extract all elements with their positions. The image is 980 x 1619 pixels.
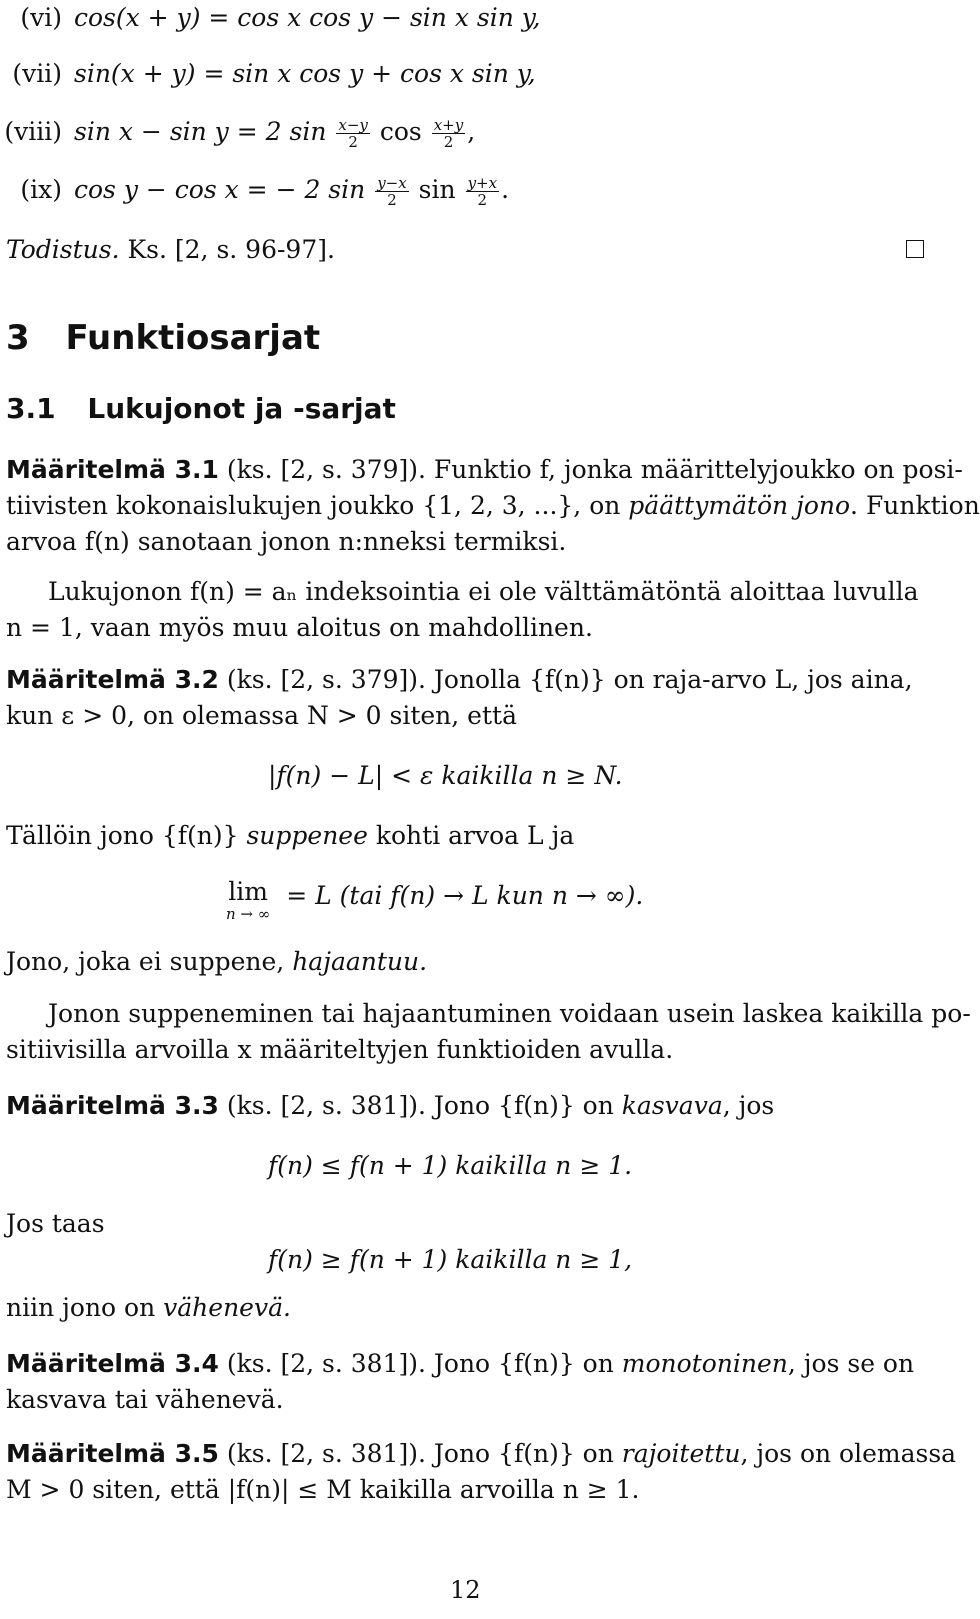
identity-label: (vii) [12,59,62,88]
definition-heading: Määritelmä 3.4 [6,1349,219,1378]
fraction-denominator: 2 [348,133,358,151]
identity-mid: sin [418,175,456,204]
definition-heading: Määritelmä 3.2 [6,665,219,694]
definition-text: (ks. [2, s. 381]). Jono {f(n)} on [226,1091,622,1120]
paragraph-convergence [6,996,971,1068]
convergence-term: suppenee [246,821,368,850]
decreasing-formula: f(n) ≥ f(n + 1) kaikilla n ≥ 1, [268,1245,633,1274]
identity-lhs: sin x − sin y = 2 sin [74,117,327,146]
decreasing-text: niin jono on [6,1293,164,1322]
limit-formula [226,878,643,922]
definition-text: (ks. [2, s. 381]). Jono {f(n)} on [226,1349,622,1378]
proof-line [6,232,335,268]
identity-label: (vi) [20,3,62,32]
increasing-formula: f(n) ≤ f(n + 1) kaikilla n ≥ 1. [268,1151,633,1180]
fraction-numerator: x+y [433,116,464,134]
subsection-heading [6,392,396,426]
definition-text: (ks. [2, s. 379]). Funktio f, jonka määrittelyjoukko on posi- [226,455,963,484]
fraction-denominator: 2 [443,133,454,151]
identity-end: , [467,117,476,146]
paragraph-line: Lukujonon f(n) = aₙ indeksointia ei ole välttämätöntä aloittaa luvulla [48,577,919,606]
definition-3-1 [6,452,980,560]
fraction [466,175,500,208]
definition-text: kasvava tai vähenevä. [6,1385,284,1414]
fraction [336,117,370,150]
definition-text: , jos [722,1091,775,1120]
qed-square-icon [906,240,924,258]
limit-op-text: lim [228,877,268,906]
limit-condition-formula: |f(n) − L| < ε kaikilla n ≥ N. [268,761,623,790]
section-number: 3 [6,318,30,358]
section-title: Funktiosarjat [65,318,321,358]
identity-end: . [501,175,510,204]
limit-rest: = L (tai f(n) → L kun n → ∞). [286,881,644,910]
convergence-line [6,818,574,854]
section-heading [6,318,320,358]
definition-text: (ks. [2, s. 381]). Jono {f(n)} on [226,1439,622,1468]
identity-mid: cos [379,117,422,146]
convergence-text: kohti arvoa L ja [367,821,575,850]
convergence-text: Tällöin jono {f(n)} [6,821,247,850]
definition-text: tiivisten kokonaislukujen joukko {1, 2, 3, ...}, on [6,491,629,520]
definition-text: M > 0 siten, että |f(n)| ≤ M kaikilla arvoilla n ≥ 1. [6,1475,640,1504]
definition-text: , jos on olemassa [740,1439,957,1468]
fraction-denominator: 2 [477,191,488,209]
fraction-numerator: y+x [467,174,498,192]
fraction-numerator: x−y [338,116,368,134]
definition-text: arvoa f(n) sanotaan jonon n:nneksi termiksi. [6,527,567,556]
fraction [375,175,409,208]
identity-label: (ix) [20,175,62,204]
page-number: 12 [450,1576,481,1604]
definition-term: monotoninen [621,1349,788,1378]
identity-vi [0,0,541,36]
definition-3-4 [6,1346,914,1418]
identity-viii [0,114,475,150]
identity-vii [0,56,536,92]
definition-3-2 [6,662,913,734]
subsection-number: 3.1 [6,392,56,425]
identity-text: cos(x + y) = cos x cos y − sin x sin y, [74,3,541,32]
limit-subscript: n → ∞ [226,905,271,923]
definition-heading: Määritelmä 3.1 [6,455,219,484]
paragraph-line: Jonon suppeneminen tai hajaantuminen voidaan usein laskea kaikilla po- [48,999,971,1028]
fraction-numerator: y−x [377,174,407,192]
definition-text: . Funktion [850,491,980,520]
divergence-line [6,944,427,980]
jos-taas-text: Jos taas [6,1209,105,1238]
fraction-denominator: 2 [387,191,397,209]
subsection-title: Lukujonot ja -sarjat [87,392,396,425]
identity-label: (viii) [4,117,62,146]
definition-term: päättymätön jono [628,491,851,520]
divergence-term: hajaantuu. [292,947,428,976]
definition-3-5 [6,1436,956,1508]
definition-text: , jos se on [787,1349,915,1378]
definition-3-3 [6,1088,774,1124]
decreasing-line [6,1290,291,1326]
proof-text: Ks. [2, s. 96-97]. [127,235,335,264]
fraction [432,117,466,150]
paragraph-line: n = 1, vaan myös muu aloitus on mahdollinen. [6,613,593,642]
definition-text: kun ε > 0, on olemassa N > 0 siten, että [6,701,517,730]
identity-ix [0,172,509,208]
identity-lhs: cos y − cos x = − 2 sin [74,175,366,204]
definition-term: kasvava [621,1091,723,1120]
identity-text: sin(x + y) = sin x cos y + cos x sin y, [74,59,536,88]
decreasing-term: vähenevä. [163,1293,291,1322]
definition-text: (ks. [2, s. 379]). Jonolla {f(n)} on raja-arvo L, jos aina, [226,665,913,694]
definition-heading: Määritelmä 3.5 [6,1439,219,1468]
proof-label: Todistus. [6,235,120,264]
definition-heading: Määritelmä 3.3 [6,1091,219,1120]
divergence-text: Jono, joka ei suppene, [6,947,293,976]
paragraph-indexing [6,574,919,646]
definition-term: rajoitettu [621,1439,741,1468]
paragraph-line: sitiivisilla arvoilla x määriteltyjen funktioiden avulla. [6,1035,674,1064]
limit-operator [226,878,270,922]
